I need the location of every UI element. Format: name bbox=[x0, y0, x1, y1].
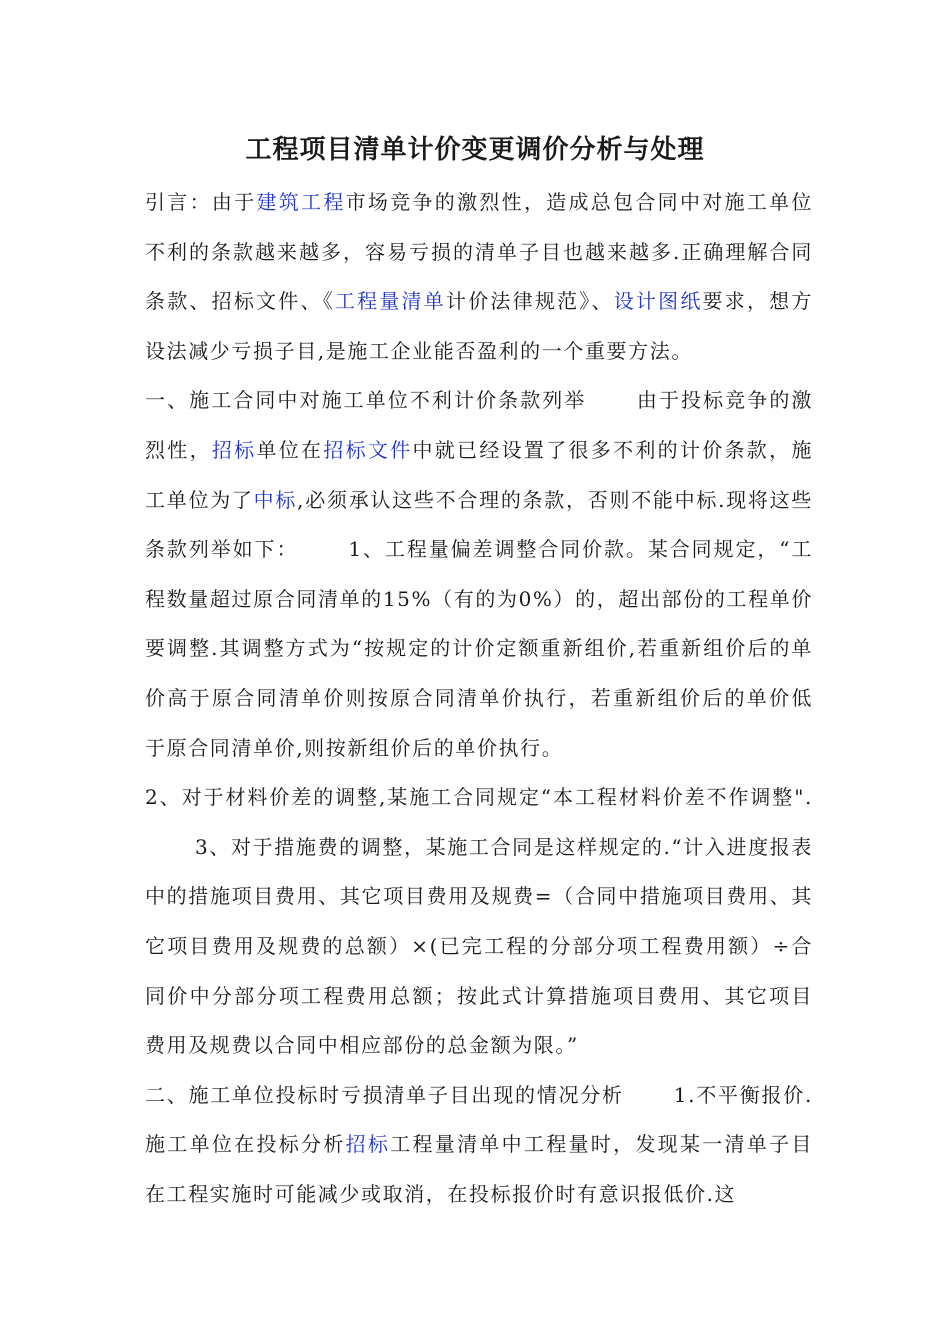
document-title: 工程项目清单计价变更调价分析与处理 bbox=[245, 135, 705, 165]
section2-text-2: 工程量清单中工程量时，发现某一清单子目在工程实施时可能减少或取消，在投标报价时有意识报低价.这 bbox=[145, 1132, 814, 1206]
intro-text-4: 要求，想方设法减少亏损子目,是施工企业能否盈利的一个重要方法。 bbox=[145, 289, 813, 363]
link-construction-engineering[interactable]: 建筑工程 bbox=[256, 190, 346, 214]
section2-text-1: 1.不平衡报价.施工单位在投标分析 bbox=[145, 1082, 813, 1157]
link-design-drawings[interactable]: 设计图纸 bbox=[613, 289, 703, 314]
document-body bbox=[145, 178, 813, 1219]
section1-text-4: ,必须承认这些不合理的条款，否则不能中标.现将这些条款列举如下： bbox=[145, 487, 814, 562]
link-winning-bid[interactable]: 中标 bbox=[253, 487, 298, 512]
section1-text-2: 单位在 bbox=[256, 437, 324, 462]
link-tender[interactable]: 招标 bbox=[211, 437, 257, 462]
section2-heading: 二、施工单位投标时亏损清单子目出现的情况分析 bbox=[145, 1082, 624, 1107]
intro-paragraph bbox=[145, 178, 813, 376]
section1-text-1: 由于投标竞争的激烈性， bbox=[145, 388, 813, 462]
section1-paragraph-2 bbox=[145, 773, 813, 1071]
section1-item-2: 2、对于材料价差的调整,某施工合同规定“本工程材料价差不作调整". bbox=[145, 785, 813, 810]
section1-heading: 一、施工合同中对施工单位不利计价条款列举 bbox=[145, 388, 587, 413]
section1-text-3: 中就已经设置了很多不利的计价条款，施工单位为了 bbox=[145, 437, 813, 512]
section2-paragraph bbox=[145, 1071, 813, 1220]
section1-item-1: 1、工程量偏差调整合同价款。某合同规定，“工程数量超过原合同清单的15%（有的为0%）的，超出部份的工程单价要调整.其调整方式为“按规定的计价定额重新组价,若重新组价后的单价高于原合同清单价则按原合同清单价执行，若重新组价后的单价低于原合同清单价,则按新组价后的单价执行。 bbox=[145, 537, 814, 760]
link-tender-2[interactable]: 招标 bbox=[345, 1132, 391, 1157]
intro-text-1: 引言：由于 bbox=[145, 190, 257, 214]
section1-paragraph bbox=[145, 376, 813, 773]
link-tender-documents[interactable]: 招标文件 bbox=[323, 437, 413, 462]
intro-text-3: 计价法律规范》、 bbox=[445, 289, 614, 314]
intro-text-2: 市场竞争的激烈性，造成总包合同中对施工单位不利的条款越来越多，容易亏损的清单子目也越来越多.正确理解合同条款、招标文件、《 bbox=[145, 190, 814, 314]
section1-item-3: 3、对于措施费的调整，某施工合同是这样规定的.“计入进度报表中的措施项目费用、其它项目费用及规费=（合同中措施项目费用、其它项目费用及规费的总额）×(已完工程的分部分项工程费用额）÷合同价中分部分项工程费用总额；按此式计算措施项目费用、其它项目费用及规费以合同中相应部份的总金额为限。” bbox=[145, 834, 813, 1058]
link-bill-of-quantities[interactable]: 工程量清单 bbox=[334, 289, 446, 314]
